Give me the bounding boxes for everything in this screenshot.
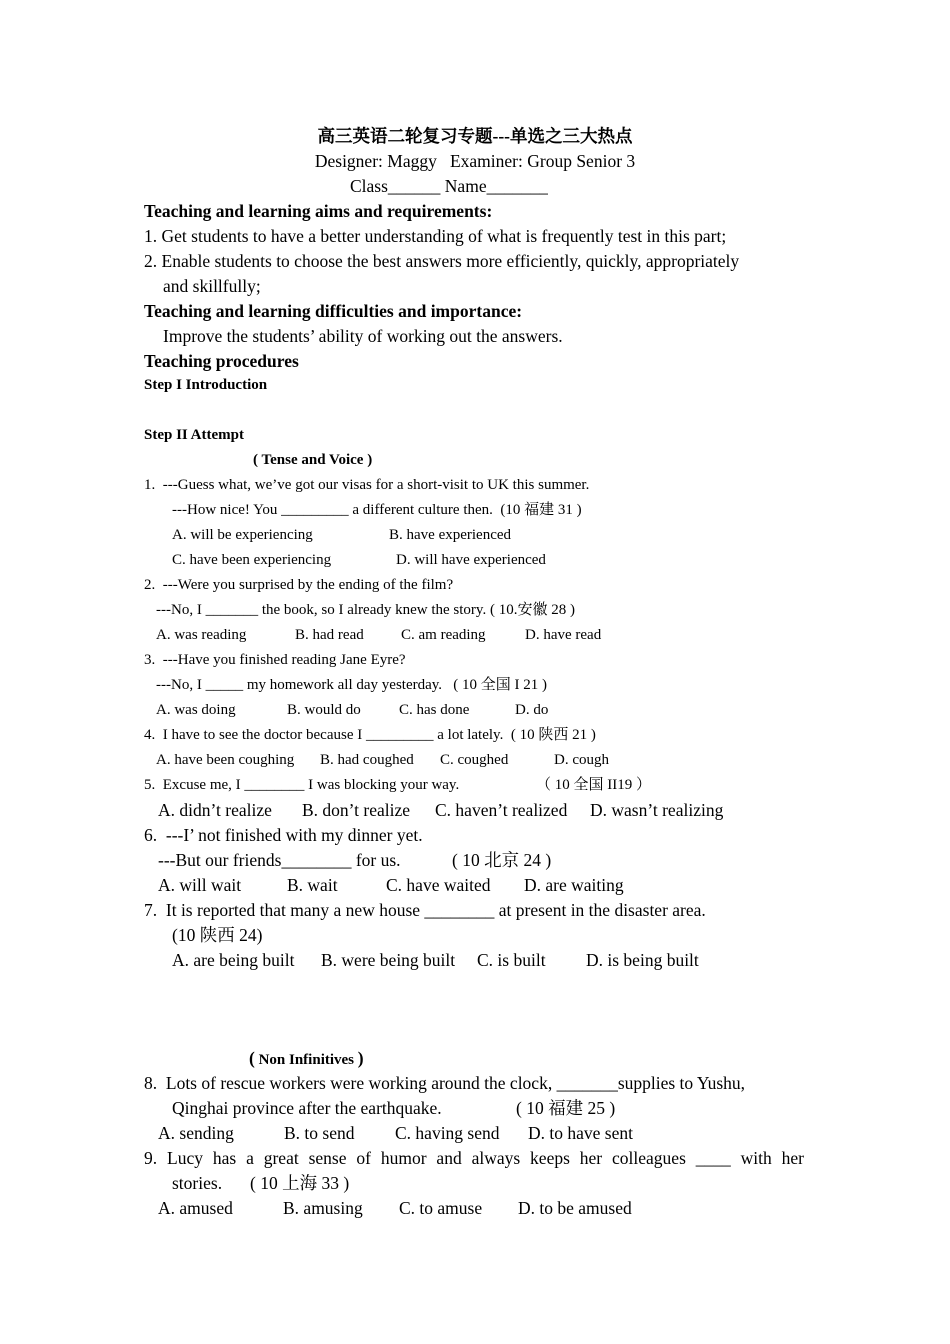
- class-name-line: Class______ Name_______: [350, 176, 548, 196]
- question-6-option-d: D. are waiting: [524, 875, 624, 895]
- question-6-line-2: ---But our friends________ for us.: [158, 850, 401, 870]
- question-4-line-1: 4. I have to see the doctor because I _________ a lot lately. ( 10 陕西 21 ): [144, 727, 596, 743]
- question-6-line-1: 6. ---I’ not finished with my dinner yet.: [144, 825, 423, 845]
- question-8-option-b: B. to send: [284, 1123, 355, 1143]
- question-7-option-b: B. were being built: [321, 950, 456, 970]
- question-3-option-b: B. would do: [287, 702, 361, 718]
- question-4-option-a: A. have been coughing: [156, 752, 295, 768]
- question-8-line-2: Qinghai province after the earthquake.: [172, 1098, 442, 1118]
- aims-heading: Teaching and learning aims and requirements:: [144, 201, 493, 221]
- question-3-line-1: 3. ---Have you finished reading Jane Eyre?: [144, 652, 406, 668]
- question-3-option-c: C. has done: [399, 702, 470, 718]
- question-1-line-1: 1. ---Guess what, we’ve got our visas for a short-visit to UK this summer.: [144, 477, 590, 493]
- question-8-line-1: 8. Lots of rescue workers were working around the clock, _______supplies to Yushu,: [144, 1073, 746, 1093]
- question-7-option-a: A. are being built: [172, 950, 295, 970]
- question-4-option-b: B. had coughed: [320, 752, 414, 768]
- question-5-option-a: A. didn’t realize: [158, 800, 272, 820]
- question-2-option-a: A. was reading: [156, 627, 247, 643]
- question-1-option-b: B. have experienced: [389, 527, 512, 543]
- question-8-option-a: A. sending: [158, 1123, 234, 1143]
- difficulties-heading: Teaching and learning difficulties and importance:: [144, 301, 523, 321]
- question-8-option-c: C. having send: [395, 1123, 500, 1143]
- question-6-option-b: B. wait: [287, 875, 338, 895]
- aims-item-2-cont: and skillfully;: [163, 276, 261, 296]
- question-1-option-a: A. will be experiencing: [172, 527, 313, 543]
- question-9-line-2: stories.: [172, 1173, 223, 1193]
- question-9-option-c: C. to amuse: [399, 1198, 483, 1218]
- question-8-source: ( 10 福建 25 ): [516, 1098, 616, 1118]
- question-9-option-a: A. amused: [158, 1198, 233, 1218]
- question-6-option-c: C. have waited: [386, 875, 491, 895]
- designer-line: Designer: Maggy Examiner: Group Senior 3: [314, 151, 636, 171]
- question-5-line-1: 5. Excuse me, I ________ I was blocking your way.: [144, 777, 460, 793]
- procedures-heading: Teaching procedures: [144, 351, 299, 371]
- question-5-option-c: C. haven’t realized: [435, 800, 568, 820]
- step-1-heading: Step I Introduction: [144, 377, 268, 393]
- question-9-option-b: B. amusing: [283, 1198, 363, 1218]
- question-2-line-1: 2. ---Were you surprised by the ending of the film?: [144, 577, 454, 593]
- question-7-line-1: 7. It is reported that many a new house ________ at present in the disaster area.: [144, 900, 706, 920]
- question-4-option-d: D. cough: [554, 752, 609, 768]
- question-9-option-d: D. to be amused: [518, 1198, 632, 1218]
- question-4-option-c: C. coughed: [440, 752, 509, 768]
- section-non-infinitives-heading: ( Non Infinitives ): [249, 1048, 364, 1068]
- question-6-option-a: A. will wait: [158, 875, 242, 895]
- aims-item-2: 2. Enable students to choose the best answers more efficiently, quickly, appropriately: [144, 251, 740, 271]
- question-2-option-b: B. had read: [295, 627, 364, 643]
- section-tense-voice-heading: ( Tense and Voice ): [253, 452, 373, 468]
- question-9-line-1: 9. Lucy has a great sense of humor and always keeps her colleagues ____ with her: [144, 1148, 804, 1168]
- question-1-option-d: D. will have experienced: [396, 552, 546, 568]
- document-title: 高三英语二轮复习专题---单选之三大热点: [317, 126, 633, 146]
- question-2-option-c: C. am reading: [401, 627, 486, 643]
- question-7-option-c: C. is built: [477, 950, 546, 970]
- question-2-option-d: D. have read: [525, 627, 602, 643]
- question-5-option-b: B. don’t realize: [302, 800, 411, 820]
- aims-item-1: 1. Get students to have a better understanding of what is frequently test in this part;: [144, 226, 727, 246]
- question-6-source: ( 10 北京 24 ): [452, 850, 552, 870]
- question-3-line-2: ---No, I _____ my homework all day yesterday. ( 10 全国 I 21 ): [156, 677, 548, 693]
- question-5-source: （ 10 全国 II19 ）: [536, 777, 651, 793]
- question-1-option-c: C. have been experiencing: [172, 552, 332, 568]
- question-7-line-2: (10 陕西 24): [172, 925, 263, 945]
- question-2-line-2: ---No, I _______ the book, so I already knew the story. ( 10.安徽 28 ): [156, 602, 575, 618]
- question-7-option-d: D. is being built: [586, 950, 699, 970]
- question-3-option-a: A. was doing: [156, 702, 236, 718]
- question-3-option-d: D. do: [515, 702, 549, 718]
- question-5-option-d: D. wasn’t realizing: [590, 800, 724, 820]
- question-8-option-d: D. to have sent: [528, 1123, 633, 1143]
- question-1-line-2: ---How nice! You _________ a different culture then. (10 福建 31 ): [172, 502, 582, 518]
- step-2-heading: Step II Attempt: [144, 427, 244, 443]
- question-9-source: ( 10 上海 33 ): [250, 1173, 350, 1193]
- difficulties-text: Improve the students’ ability of working out the answers.: [163, 326, 563, 346]
